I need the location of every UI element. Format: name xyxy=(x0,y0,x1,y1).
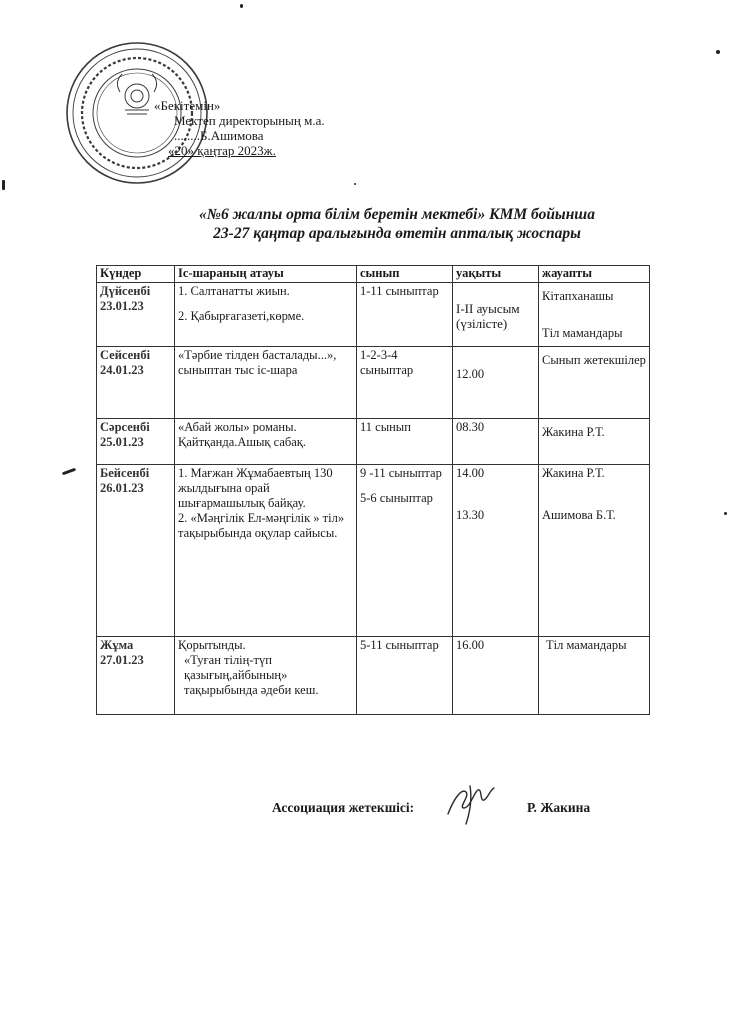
day-cell xyxy=(97,465,175,637)
approval-heading: «Бекітемін» xyxy=(154,98,221,113)
class-text: 5-11 сыныптар xyxy=(360,638,439,652)
event-text: Қорытынды. xyxy=(178,638,246,652)
event-text: 2. «Мәңгілік Ел-мәңгілік » тіл» тақырыбында оқулар сайысы. xyxy=(178,511,345,540)
footer-role: Ассоциация жетекшісі: xyxy=(272,800,415,815)
table-row xyxy=(97,283,650,347)
title-line-2: 23-27 қаңтар аралығында өтетін апталық жоспары xyxy=(213,225,581,242)
responsible-cell xyxy=(539,637,650,715)
table-row xyxy=(97,419,650,465)
event-cell xyxy=(175,637,357,715)
responsible-text: Тіл мамандары xyxy=(546,638,627,652)
responsible-cell xyxy=(539,283,650,347)
approval-date: «20» қаңтар 2023ж. xyxy=(168,143,276,158)
day-date: 24.01.23 xyxy=(100,363,144,377)
responsible-cell xyxy=(539,419,650,465)
event-cell xyxy=(175,465,357,637)
responsible-text: Ашимова Б.Т. xyxy=(542,508,616,522)
time-cell xyxy=(453,283,539,347)
responsible-text: Кітапханашы xyxy=(542,289,614,303)
responsible-cell xyxy=(539,347,650,419)
time-cell xyxy=(453,637,539,715)
class-cell xyxy=(357,419,453,465)
responsible-text: Сынып жетекшілер xyxy=(542,353,646,367)
class-cell xyxy=(357,465,453,637)
approval-position: Мектеп директорының м.а. xyxy=(174,113,325,128)
responsible-text: Жакина Р.Т. xyxy=(542,425,605,439)
class-text: 1-2-3-4 сыныптар xyxy=(360,348,414,377)
handwritten-signature xyxy=(440,778,500,828)
scan-speck xyxy=(240,4,243,8)
column-header: Іс-шараның атауы xyxy=(175,266,357,283)
time-text: І-ІІ ауысым (үзілісте) xyxy=(456,301,520,331)
class-text: 5-6 сыныптар xyxy=(360,491,433,505)
day-date: 25.01.23 xyxy=(100,435,144,449)
day-name: Жұма xyxy=(100,638,134,652)
document-title xyxy=(0,205,744,243)
class-cell xyxy=(357,637,453,715)
event-text: «Тәрбие тілден басталады...», сыныптан тыс іс-шара xyxy=(178,348,337,377)
approval-signatory: ........Б.Ашимова xyxy=(174,128,264,143)
class-cell xyxy=(357,347,453,419)
day-date: 26.01.23 xyxy=(100,481,144,495)
event-cell xyxy=(175,419,357,465)
event-text: 1. Салтанатты жиын. xyxy=(178,284,290,298)
time-cell xyxy=(453,347,539,419)
time-cell xyxy=(453,419,539,465)
day-name: Сәрсенбі xyxy=(100,420,150,434)
class-text: 9 -11 сыныптар xyxy=(360,466,442,480)
table-row xyxy=(97,347,650,419)
event-text: «Туған тілің-түп қазығың,айбының» тақырыбында әдеби кеш. xyxy=(184,653,319,697)
day-cell xyxy=(97,283,175,347)
time-text: 16.00 xyxy=(456,638,485,652)
time-text: 13.30 xyxy=(456,508,485,522)
scan-speck xyxy=(716,50,720,54)
column-header: Күндер xyxy=(97,266,175,283)
class-text: 11 сынып xyxy=(360,420,411,434)
event-text: 2. Қабырғагазеті,көрме. xyxy=(178,309,305,323)
table-row xyxy=(97,465,650,637)
time-text: 12.00 xyxy=(456,367,485,381)
day-cell xyxy=(97,419,175,465)
column-header: уақыты xyxy=(453,266,539,283)
day-name: Сейсенбі xyxy=(100,348,151,362)
day-date: 27.01.23 xyxy=(100,653,144,667)
responsible-cell xyxy=(539,465,650,637)
title-line-1: «№6 жалпы орта білім беретін мектебі» КММ бойынша xyxy=(199,206,595,223)
time-text: 08.30 xyxy=(456,420,485,434)
table-row xyxy=(97,637,650,715)
event-cell xyxy=(175,283,357,347)
scan-speck xyxy=(2,180,5,190)
event-text: «Абай жолы» романы. Қайтқанда.Ашық сабақ. xyxy=(178,420,306,449)
event-text: 1. Мағжан Жұмабаевтың 130 жылдығына орай шығармашылық байқау. xyxy=(178,466,333,510)
column-header: жауапты xyxy=(539,266,650,283)
responsible-text: Жакина Р.Т. xyxy=(542,466,605,480)
day-cell xyxy=(97,637,175,715)
day-name: Дүйсенбі xyxy=(100,284,151,298)
class-text: 1-11 сыныптар xyxy=(360,284,439,298)
scan-speck xyxy=(62,468,76,476)
scan-speck xyxy=(724,512,727,515)
weekly-plan-table xyxy=(96,265,650,715)
day-date: 23.01.23 xyxy=(100,299,144,313)
day-cell xyxy=(97,347,175,419)
scan-speck xyxy=(354,183,356,185)
footer-name: Р. Жакина xyxy=(527,800,591,815)
time-cell xyxy=(453,465,539,637)
table-header-row xyxy=(97,266,650,283)
class-cell xyxy=(357,283,453,347)
event-cell xyxy=(175,347,357,419)
responsible-text: Тіл мамандары xyxy=(542,326,623,340)
day-name: Бейсенбі xyxy=(100,466,150,480)
column-header: сынып xyxy=(357,266,453,283)
approval-block xyxy=(154,98,325,158)
time-text: 14.00 xyxy=(456,466,485,480)
